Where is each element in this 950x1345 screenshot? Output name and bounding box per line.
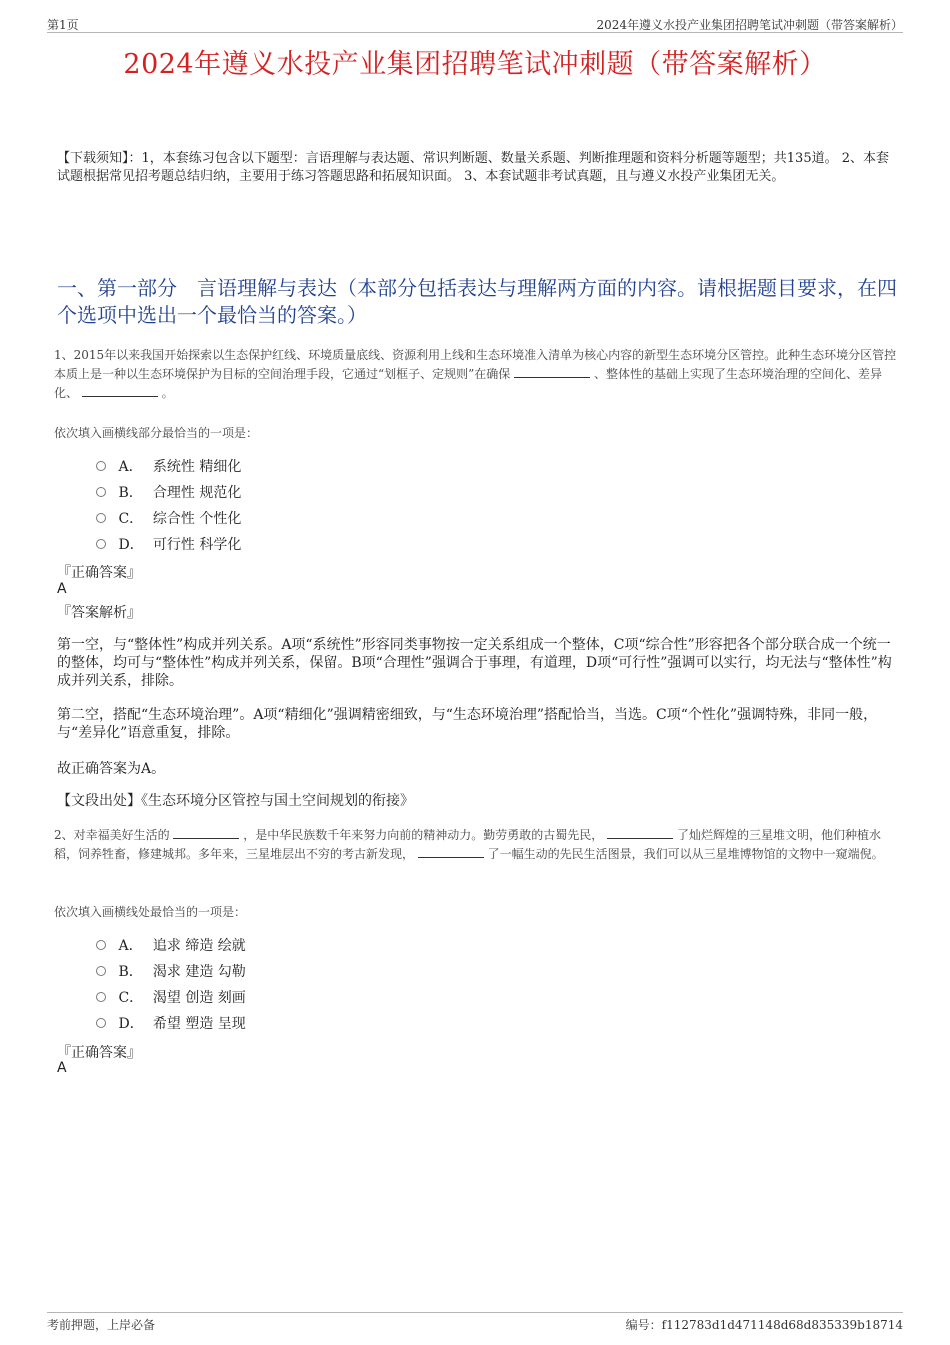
page-header [47, 14, 903, 33]
question-1-option-b[interactable] [96, 482, 241, 502]
radio-icon[interactable] [96, 487, 106, 497]
download-notice: 【下载须知】：1，本套练习包含以下题型：言语理解与表达题、常识判断题、数量关系题、判断推理题和资料分析题等题型；共135道。 2、本套试题根据常见招考题总结归纳，主要用于练习答题思路和拓展知识面。 3、本套试题非考试真题，且与遵义水投产业集团无关。 [57, 151, 889, 184]
option-letter: D． [118, 537, 144, 553]
header-doc-title: 2024年遵义水投产业集团招聘笔试冲刺题（带答案解析） [596, 18, 903, 32]
radio-icon[interactable] [96, 1018, 106, 1028]
page-number: 第1页 [47, 18, 79, 32]
radio-icon[interactable] [96, 966, 106, 976]
option-text: 综合性 个性化 [152, 511, 242, 527]
blank-line [82, 384, 158, 397]
option-text: 合理性 规范化 [152, 485, 242, 501]
question-1-option-a[interactable] [96, 456, 241, 476]
question-2-stem [54, 826, 900, 864]
blank-line [514, 365, 590, 378]
radio-icon[interactable] [96, 940, 106, 950]
question-1-answer: A [57, 581, 67, 597]
question-1-stem-part-b: 、整体性的基础上实现了生态环境治理的空间化、差异化、 [54, 367, 882, 400]
question-2-option-c[interactable] [96, 987, 246, 1007]
footer-serial: 编号：f112783d1d471148d68d835339b18714 [625, 1318, 903, 1332]
radio-icon[interactable] [96, 539, 106, 549]
question-1-analysis-1: 第一空，与“整体性”构成并列关系。A项“系统性”形容同类事物按一定关系组成一个整体，C项“综合性”形容把各个部分联合成一个统一的整体，均可与“整体性”构成并列关系，保留。B项“合理性”强调合于事理，有道理，D项“可行性”强调可以实行，均无法与“整体性”构成并列关系，排除。 [57, 637, 892, 689]
question-2-stem-part-c: 了灿烂辉煌的三星堆文明，他们种植水稻，饲养牲畜，修建城邦。多年来，三星堆层出不穷的考古新发现， [54, 828, 881, 861]
blank-line [418, 845, 484, 858]
question-2-option-b[interactable] [96, 961, 246, 981]
question-2-stem-part-a: 2、对幸福美好生活的 [54, 828, 170, 842]
option-letter: C． [118, 990, 144, 1006]
question-2-stem-part-b: ，是中华民族数千年来努力向前的精神动力。勤劳勇敢的古蜀先民， [243, 828, 604, 842]
question-1-analysis-label: 『答案解析』 [57, 605, 141, 621]
option-text: 渴求 建造 勾勒 [152, 964, 246, 980]
radio-icon[interactable] [96, 513, 106, 523]
question-1-source: 【文段出处】《生态环境分区管控与国土空间规划的衔接》 [57, 793, 414, 809]
option-letter: B． [118, 964, 143, 980]
radio-icon[interactable] [96, 992, 106, 1002]
blank-line [173, 826, 239, 839]
question-1-analysis-2: 第二空，搭配“生态环境治理”。A项“精细化”强调精密细致，与“生态环境治理”搭配恰当，当选。C项“个性化”强调特殊，非同一般，与“差异化”语意重复，排除。 [57, 707, 878, 741]
question-2-stem-part-d: 了一幅生动的先民生活图景，我们可以从三星堆博物馆的文物中一窥端倪。 [487, 847, 884, 861]
page-footer [47, 1312, 903, 1335]
option-text: 可行性 科学化 [152, 537, 242, 553]
option-text: 希望 塑造 呈现 [152, 1016, 246, 1032]
option-letter: B． [118, 485, 143, 501]
question-2-option-a[interactable] [96, 935, 246, 955]
footer-slogan: 考前押题，上岸必备 [47, 1318, 156, 1332]
option-text: 渴望 创造 刻画 [152, 990, 246, 1006]
question-1-option-d[interactable] [96, 534, 241, 554]
question-1-option-c[interactable] [96, 508, 241, 528]
question-2-answer: A [57, 1060, 67, 1076]
question-1-answer-label: 『正确答案』 [57, 565, 141, 581]
question-1-conclusion: 故正确答案为A。 [57, 761, 166, 777]
option-letter: A． [118, 938, 143, 954]
blank-line [607, 826, 673, 839]
question-1-stem-part-a: 1、2015年以来我国开始探索以生态保护红线、环境质量底线、资源利用上线和生态环境准入清单为核心内容的新型生态环境分区管控。此种生态环境分区管控本质上是一种以生态环境保护为目标的空间治理手段，它通过“划框子、定规则”在确保 [54, 348, 897, 381]
question-2-prompt: 依次填入画横线处最恰当的一项是： [54, 905, 247, 919]
question-2-answer-label: 『正确答案』 [57, 1045, 141, 1061]
option-letter: D． [118, 1016, 144, 1032]
section-heading: 一、第一部分 言语理解与表达（本部分包括表达与理解两方面的内容。请根据题目要求，在四个选项中选出一个最恰当的答案。） [57, 276, 897, 327]
question-1-stem [54, 346, 900, 403]
option-letter: C． [118, 511, 144, 527]
option-letter: A． [118, 459, 143, 475]
radio-icon[interactable] [96, 461, 106, 471]
option-text: 系统性 精细化 [152, 459, 242, 475]
question-1-prompt: 依次填入画横线部分最恰当的一项是： [54, 426, 259, 440]
page-title: 2024年遵义水投产业集团招聘笔试冲刺题（带答案解析） [123, 49, 827, 80]
question-2-option-d[interactable] [96, 1013, 246, 1033]
option-text: 追求 缔造 绘就 [152, 938, 246, 954]
question-1-stem-part-c: 。 [161, 386, 174, 400]
